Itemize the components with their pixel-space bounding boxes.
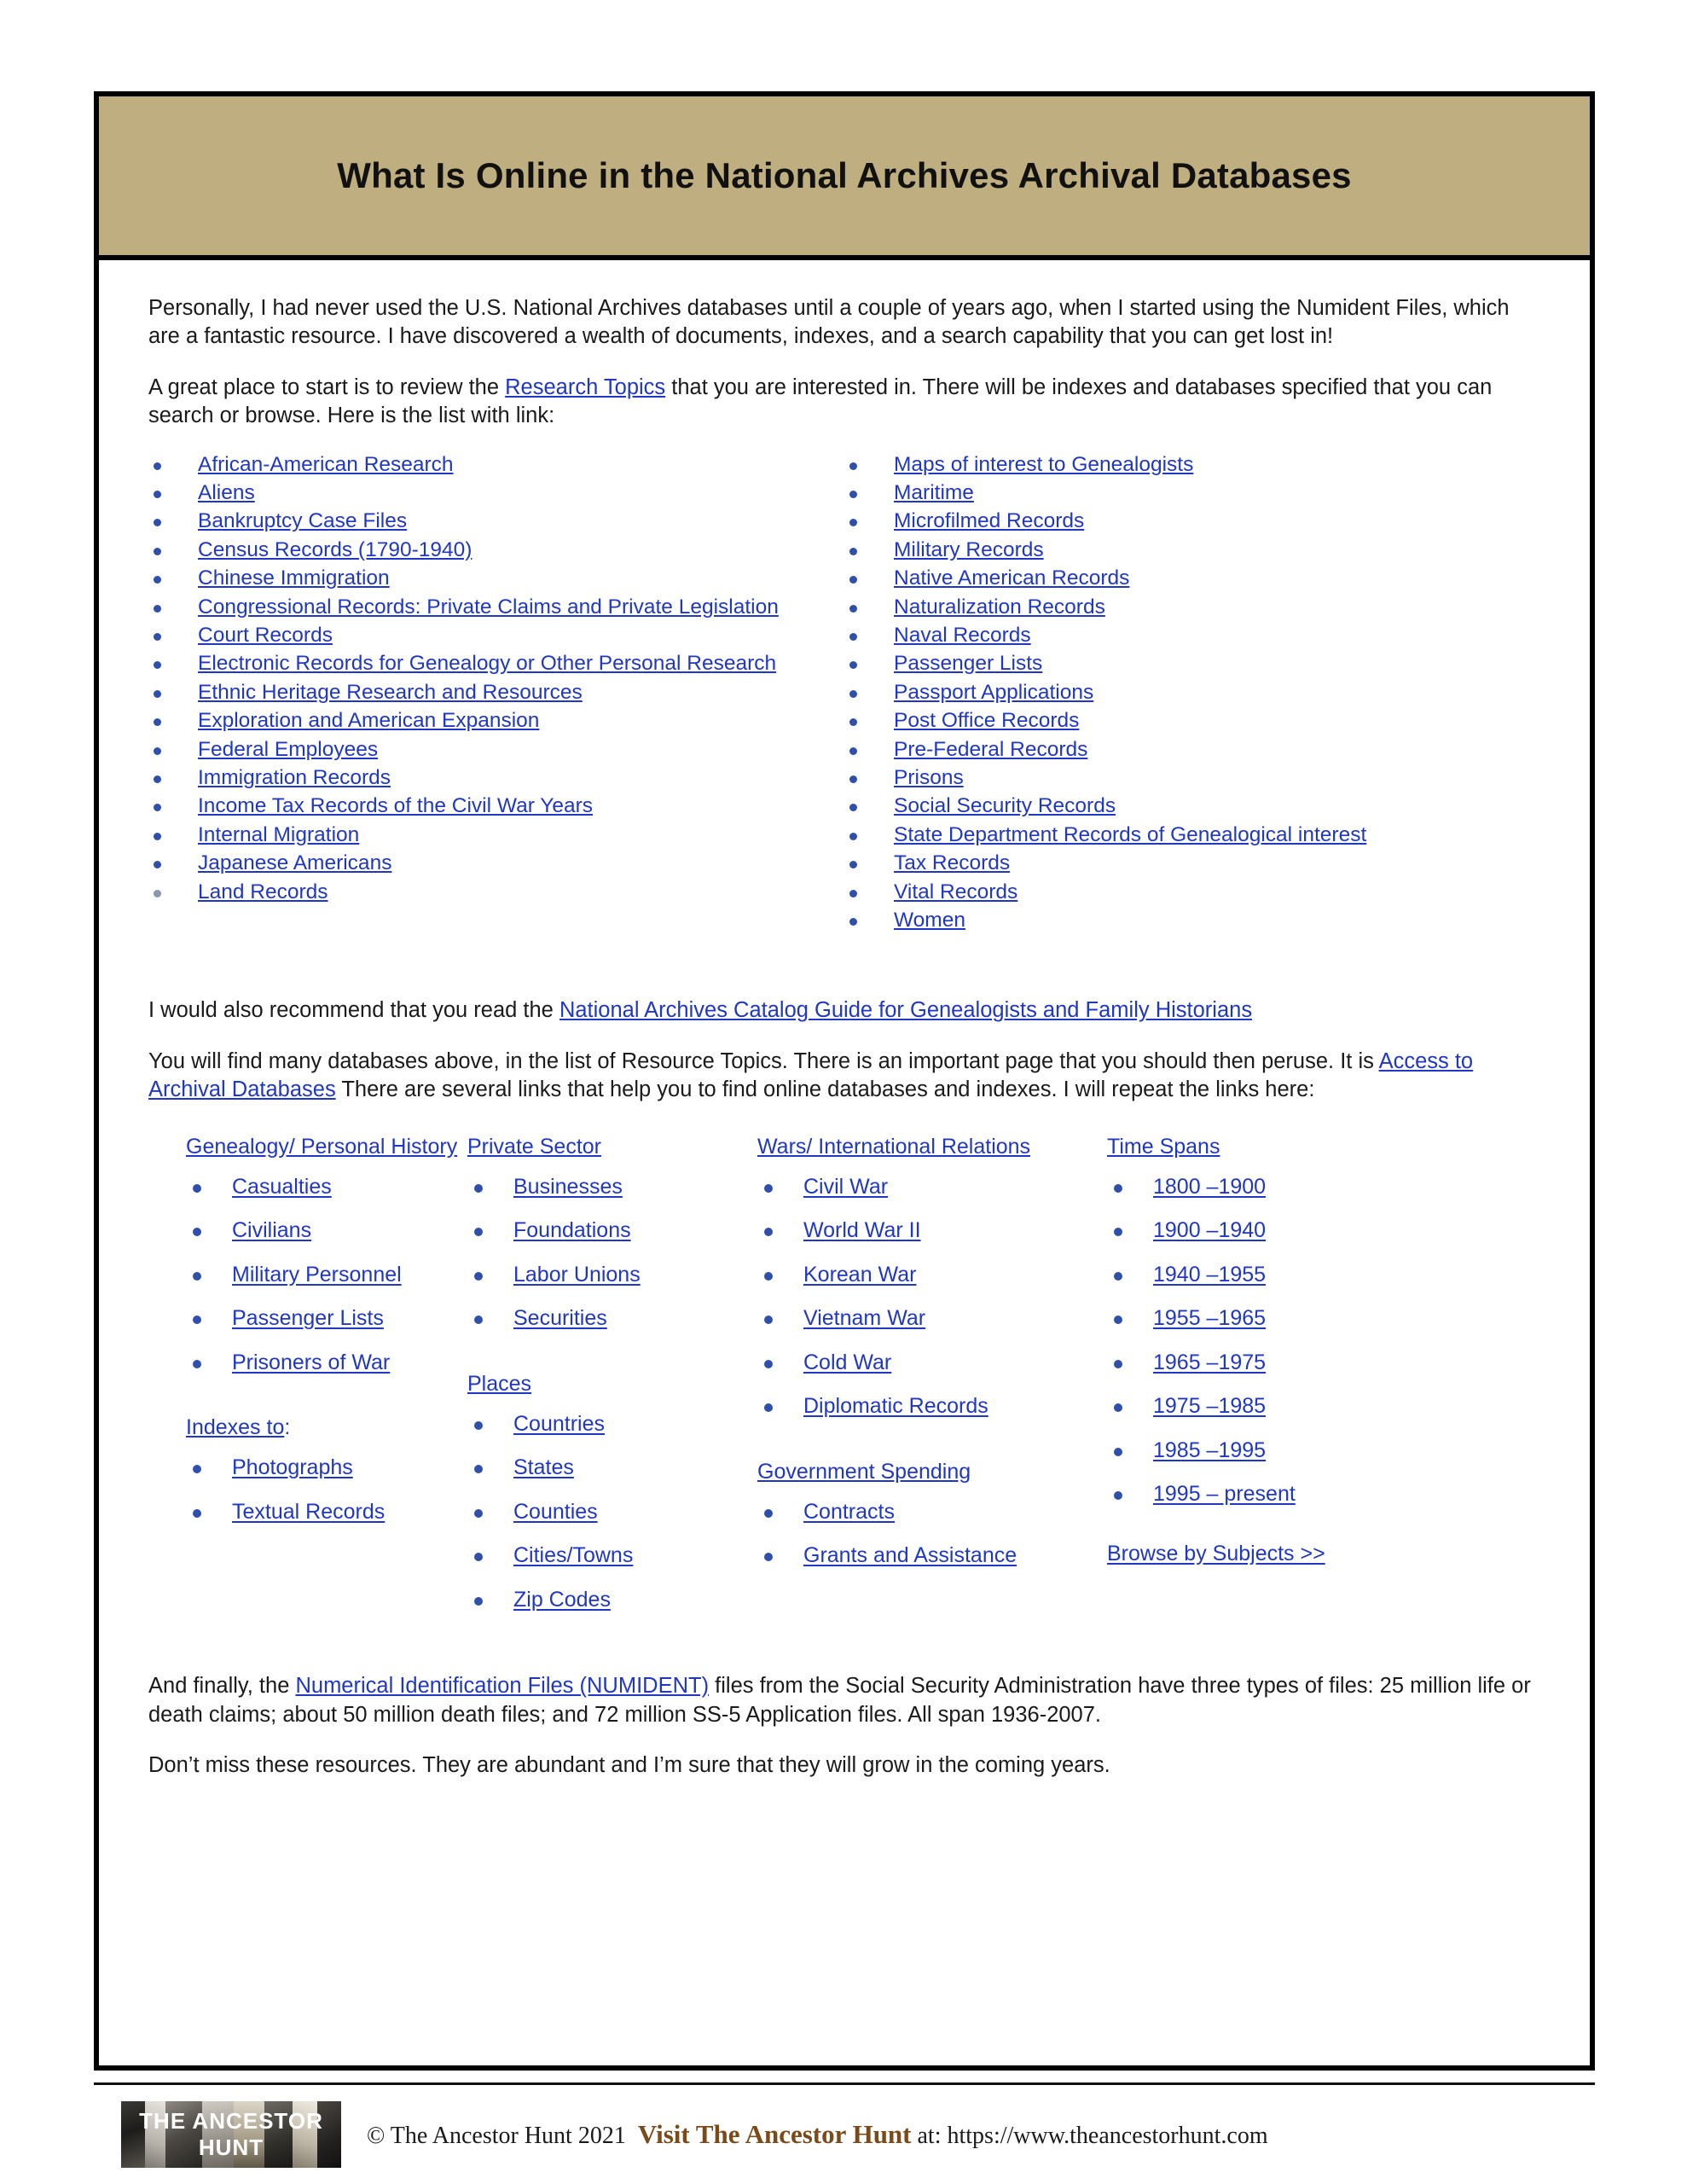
topic-link[interactable]: Maritime — [894, 480, 974, 504]
topic-link[interactable]: Ethnic Heritage Research and Resources — [198, 680, 583, 704]
group-column-2 — [467, 1134, 757, 1632]
list-item[interactable] — [148, 794, 829, 818]
middle-p1-prefix: I would also recommend that you read the — [148, 998, 559, 1023]
document-body — [99, 260, 1590, 1780]
group-link[interactable]: 1985 –1995 — [1153, 1438, 1267, 1462]
list-item[interactable] — [467, 1263, 757, 1288]
group-heading-indexes[interactable] — [186, 1414, 467, 1440]
list-item[interactable] — [757, 1263, 1107, 1288]
list-item[interactable] — [844, 880, 1525, 904]
topic-link[interactable]: Women — [894, 909, 965, 932]
topic-link[interactable]: Passport Applications — [894, 680, 1094, 704]
closing-paragraph-1 — [148, 1672, 1540, 1729]
list-item[interactable] — [148, 681, 829, 705]
topic-link[interactable]: Naval Records — [894, 624, 1031, 647]
group-link[interactable]: States — [513, 1455, 574, 1480]
group-heading-label[interactable]: Places — [467, 1371, 532, 1396]
list-item[interactable] — [844, 481, 1525, 505]
list-item[interactable] — [467, 1455, 757, 1481]
list-item[interactable] — [1107, 1482, 1388, 1507]
link-groups — [148, 1134, 1540, 1632]
list-item[interactable] — [148, 624, 829, 648]
list-item[interactable] — [757, 1306, 1107, 1332]
group-link[interactable]: Prisoners of War — [232, 1350, 391, 1374]
list-item[interactable] — [757, 1175, 1107, 1200]
intro-paragraph-1: Personally, I had never used the U.S. National Archives databases until a couple of years ago, when I started using the Numident Files, which are a fantastic resource. I have discovered a wealth of documents, indexes, and a search capability that you can get lost in! — [148, 296, 1510, 349]
document-page — [94, 91, 1595, 2071]
closing-paragraph-2: Don’t miss these resources. They are abundant and I’m sure that they will grow in the coming years. — [148, 1752, 1110, 1777]
group-heading-genealogy[interactable] — [186, 1134, 467, 1159]
group-list-government-spending — [757, 1500, 1107, 1569]
topic-link[interactable]: Exploration and American Expansion — [198, 709, 540, 733]
list-item[interactable] — [844, 909, 1525, 932]
group-link[interactable]: Counties — [513, 1499, 598, 1524]
list-item[interactable] — [844, 794, 1525, 818]
group-link[interactable]: Grants and Assistance — [803, 1543, 1017, 1568]
group-link[interactable]: 1955 –1965 — [1153, 1306, 1267, 1331]
list-item[interactable] — [148, 738, 829, 762]
group-link[interactable]: Passenger Lists — [232, 1306, 384, 1331]
title-banner — [99, 96, 1590, 260]
intro-p2-prefix: A great place to start is to review the — [148, 375, 506, 399]
closing-p1-prefix: And finally, the — [148, 1674, 296, 1699]
topic-link[interactable]: Electronic Records for Genealogy or Other Personal Research — [198, 652, 777, 676]
group-link[interactable]: 1800 –1900 — [1153, 1174, 1267, 1199]
list-item[interactable] — [148, 880, 829, 904]
list-item[interactable] — [844, 509, 1525, 533]
group-heading-label[interactable]: Government Spending — [757, 1459, 971, 1484]
list-item[interactable] — [148, 652, 829, 676]
closing-paragraphs — [148, 1672, 1540, 1780]
group-heading-label[interactable]: Genealogy/ Personal History — [186, 1134, 458, 1159]
topic-link[interactable]: Passenger Lists — [894, 652, 1043, 676]
group-heading-wars[interactable] — [757, 1134, 1107, 1159]
topic-link[interactable]: Chinese Immigration — [198, 566, 390, 590]
list-item[interactable] — [844, 652, 1525, 676]
list-item[interactable] — [148, 509, 829, 533]
group-link[interactable]: 1995 – present — [1153, 1482, 1296, 1507]
middle-paragraph-1 — [148, 996, 1540, 1025]
group-link[interactable]: Photographs — [232, 1455, 353, 1480]
group-column-1 — [186, 1134, 467, 1632]
group-column-3 — [757, 1134, 1107, 1632]
group-link[interactable]: 1975 –1985 — [1153, 1394, 1267, 1419]
list-item[interactable] — [844, 453, 1525, 477]
footer-copyright: © The Ancestor Hunt 2021 — [367, 2123, 626, 2149]
topic-link[interactable]: Immigration Records — [198, 766, 391, 790]
group-link[interactable]: Vietnam War — [803, 1306, 926, 1331]
list-item[interactable] — [148, 566, 829, 590]
middle-p2-suffix: There are several links that help you to find online databases and indexes. I will repeat the links here: — [335, 1077, 1315, 1102]
group-heading-label[interactable]: Private Sector — [467, 1134, 602, 1159]
page-footer — [94, 2085, 1595, 2184]
list-item[interactable] — [186, 1218, 467, 1244]
list-item[interactable] — [186, 1263, 467, 1288]
group-list-time-spans — [1107, 1175, 1388, 1507]
footer-url: https://www.theancestorhunt.com — [947, 2123, 1268, 2149]
group-link[interactable]: Foundations — [513, 1218, 631, 1243]
catalog-guide-link[interactable]: National Archives Catalog Guide for Genealogists and Family Historians — [559, 998, 1253, 1023]
list-item[interactable] — [186, 1350, 467, 1376]
list-item[interactable] — [844, 681, 1525, 705]
topic-link[interactable]: Native American Records — [894, 566, 1130, 590]
list-item[interactable] — [148, 709, 829, 733]
list-item[interactable] — [757, 1500, 1107, 1525]
list-item[interactable] — [1107, 1263, 1388, 1288]
closing-p1-suffix: files from the Social Security Administration have three types of files: 25 million life or death claims; about 50 million death files; and 72 million SS-5 Application files. All span 1936-2007. — [148, 1674, 1531, 1727]
group-link[interactable]: World War II — [803, 1218, 921, 1243]
list-item[interactable] — [467, 1175, 757, 1200]
topic-link[interactable]: Naturalization Records — [894, 595, 1105, 619]
group-heading-suffix: : — [284, 1415, 291, 1440]
list-item[interactable] — [1107, 1350, 1388, 1376]
research-topics-list — [148, 453, 1540, 938]
list-item[interactable] — [844, 624, 1525, 648]
group-link[interactable]: Countries — [513, 1411, 605, 1436]
topic-link[interactable]: Federal Employees — [198, 737, 379, 761]
research-topics-link[interactable]: Research Topics — [505, 375, 666, 399]
topic-link[interactable]: Court Records — [198, 624, 333, 647]
group-link[interactable]: Labor Unions — [513, 1262, 641, 1287]
group-link[interactable]: Cities/Towns — [513, 1543, 634, 1568]
topic-link[interactable]: Income Tax Records of the Civil War Years — [198, 794, 593, 818]
topic-link[interactable]: State Department Records of Genealogical interest — [894, 822, 1367, 846]
middle-paragraph-2 — [148, 1048, 1540, 1105]
ancestor-hunt-logo — [121, 2101, 341, 2168]
group-heading-private-sector[interactable] — [467, 1134, 757, 1159]
middle-p2-prefix: You will find many databases above, in the list of Resource Topics. There is an important page that you should then peruse. It is — [148, 1048, 1379, 1073]
topic-link[interactable]: Microfilmed Records — [894, 509, 1085, 533]
list-item[interactable] — [844, 538, 1525, 562]
list-item[interactable] — [844, 823, 1525, 847]
topics-list-left — [148, 453, 829, 905]
list-item[interactable] — [757, 1218, 1107, 1244]
list-item[interactable] — [844, 595, 1525, 619]
list-item[interactable] — [186, 1455, 467, 1481]
list-item[interactable] — [148, 851, 829, 875]
group-list-private-sector — [467, 1175, 757, 1332]
browse-by-subjects[interactable] — [1107, 1542, 1388, 1566]
intro-paragraph-2 — [148, 374, 1540, 431]
list-item[interactable] — [1107, 1218, 1388, 1244]
list-item[interactable] — [844, 566, 1525, 590]
group-list-genealogy — [186, 1175, 467, 1376]
group-link[interactable]: Cold War — [803, 1350, 892, 1374]
group-link[interactable]: Korean War — [803, 1262, 917, 1287]
list-item[interactable] — [467, 1543, 757, 1569]
topic-link[interactable]: Military Records — [894, 537, 1044, 561]
list-item[interactable] — [148, 595, 829, 619]
group-list-indexes — [186, 1455, 467, 1525]
topic-link[interactable]: Prisons — [894, 766, 964, 790]
list-item[interactable] — [467, 1412, 757, 1438]
list-item[interactable] — [757, 1394, 1107, 1420]
list-item[interactable] — [467, 1218, 757, 1244]
topic-link[interactable]: Vital Records — [894, 880, 1018, 903]
numident-link[interactable]: Numerical Identification Files (NUMIDENT) — [295, 1674, 710, 1699]
topic-link[interactable]: Japanese Americans — [198, 851, 392, 875]
footer-visit-label: Visit The Ancestor Hunt — [637, 2119, 912, 2149]
topic-link[interactable]: Internal Migration — [198, 822, 360, 846]
group-link[interactable]: 1940 –1955 — [1153, 1262, 1267, 1287]
list-item[interactable] — [757, 1543, 1107, 1569]
list-item[interactable] — [1107, 1394, 1388, 1420]
list-item[interactable] — [1107, 1438, 1388, 1464]
group-heading-label[interactable]: Time Spans — [1107, 1134, 1220, 1159]
topic-link[interactable]: Pre-Federal Records — [894, 737, 1088, 761]
footer-credit — [367, 2119, 1268, 2150]
list-item[interactable] — [186, 1500, 467, 1525]
list-item[interactable] — [467, 1306, 757, 1332]
footer-url-prefix: at: — [911, 2123, 948, 2149]
topic-link[interactable]: Maps of interest to Genealogists — [894, 452, 1194, 476]
list-item[interactable] — [148, 453, 829, 477]
topic-link[interactable]: Census Records (1790-1940) — [198, 537, 472, 561]
list-item[interactable] — [844, 851, 1525, 875]
topic-link[interactable]: Tax Records — [894, 851, 1011, 875]
group-heading-time-spans[interactable] — [1107, 1134, 1388, 1159]
group-link[interactable]: Civil War — [803, 1174, 889, 1199]
list-item[interactable] — [148, 823, 829, 847]
logo-wordmark: THE ANCESTOR HUNT — [139, 2108, 323, 2160]
topic-link[interactable]: African-American Research — [198, 452, 454, 476]
topic-link[interactable]: Congressional Records: Private Claims and Private Legislation — [198, 595, 779, 619]
group-link[interactable]: 1900 –1940 — [1153, 1218, 1267, 1243]
topic-link[interactable]: Aliens — [198, 480, 255, 504]
topic-link[interactable]: Social Security Records — [894, 794, 1116, 818]
group-link[interactable]: Diplomatic Records — [803, 1394, 988, 1419]
list-item[interactable] — [1107, 1306, 1388, 1332]
list-item[interactable] — [844, 766, 1525, 790]
topic-link[interactable]: Land Records — [198, 880, 328, 903]
group-column-4 — [1107, 1134, 1388, 1632]
group-link[interactable]: Textual Records — [232, 1499, 386, 1524]
browse-by-subjects-link[interactable]: Browse by Subjects >> — [1107, 1541, 1325, 1565]
list-item[interactable] — [757, 1350, 1107, 1376]
list-item[interactable] — [186, 1175, 467, 1200]
topics-column-left — [148, 453, 844, 938]
topics-list-right — [844, 453, 1525, 933]
list-item[interactable] — [148, 766, 829, 790]
middle-paragraphs — [148, 996, 1540, 1104]
list-item[interactable] — [844, 709, 1525, 733]
list-item[interactable] — [148, 538, 829, 562]
list-item[interactable] — [148, 481, 829, 505]
list-item[interactable] — [467, 1500, 757, 1525]
group-link[interactable]: Military Personnel — [232, 1262, 402, 1287]
topic-link[interactable]: Post Office Records — [894, 709, 1080, 733]
group-link[interactable]: Civilians — [232, 1218, 312, 1243]
intro-p2-suffix: that you are interested in. There will be indexes and databases specified that you can search or browse. Here is the list with link: — [148, 375, 1493, 428]
group-link[interactable]: Businesses — [513, 1174, 623, 1199]
group-link[interactable]: Zip Codes — [513, 1587, 611, 1612]
topic-link[interactable]: Bankruptcy Case Files — [198, 509, 408, 533]
group-heading-places[interactable] — [467, 1371, 757, 1397]
list-item[interactable] — [467, 1588, 757, 1613]
list-item[interactable] — [1107, 1175, 1388, 1200]
group-link[interactable]: Contracts — [803, 1499, 895, 1524]
group-link[interactable]: 1965 –1975 — [1153, 1350, 1267, 1374]
list-item[interactable] — [186, 1306, 467, 1332]
group-heading-label[interactable]: Wars/ International Relations — [757, 1134, 1031, 1159]
group-heading-government-spending[interactable] — [757, 1459, 1107, 1484]
group-link[interactable]: Securities — [513, 1306, 607, 1331]
group-list-places — [467, 1412, 757, 1613]
access-archival-databases-link[interactable]: Access to Archival Databases — [148, 1048, 1474, 1102]
topics-column-right — [844, 453, 1540, 938]
list-item[interactable] — [844, 738, 1525, 762]
page-title: What Is Online in the National Archives Archival Databases — [337, 155, 1352, 195]
group-list-wars — [757, 1175, 1107, 1420]
group-heading-label[interactable]: Indexes to — [186, 1415, 285, 1440]
group-link[interactable]: Casualties — [232, 1174, 332, 1199]
